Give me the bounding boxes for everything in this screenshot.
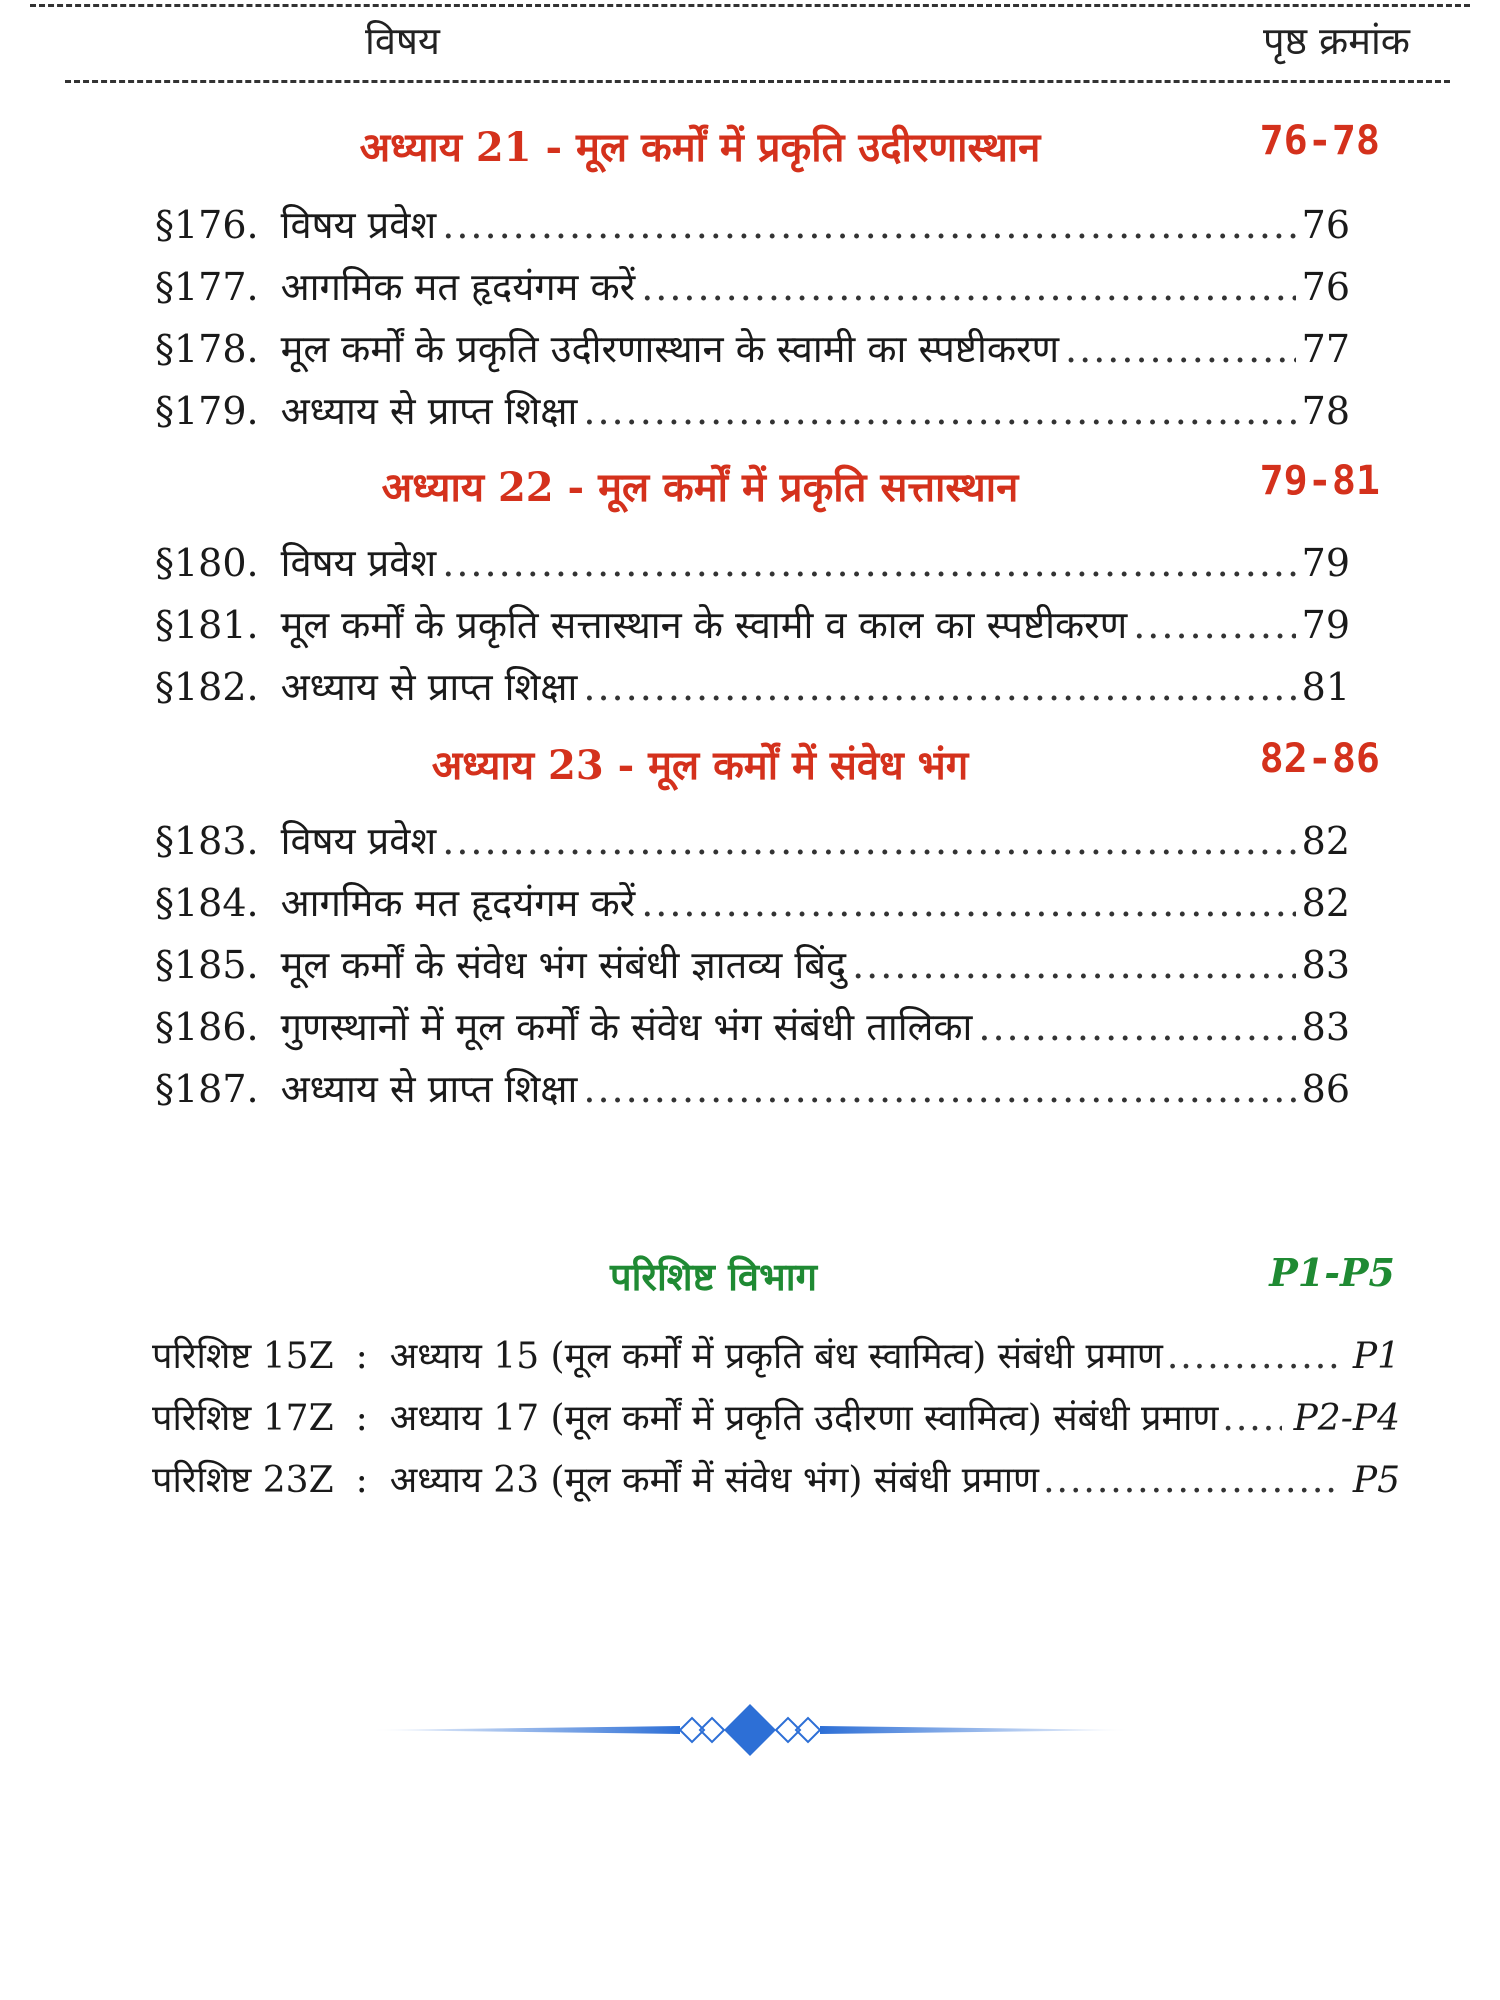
appendix-separator: :: [355, 1336, 368, 1377]
section-number: §184.: [155, 881, 259, 925]
section-title: मूल कर्मों के प्रकृति उदीरणास्थान के स्वामी का स्पष्टीकरण: [280, 327, 1060, 371]
section-number: §183.: [155, 819, 259, 863]
appendix-text: अध्याय 15 (मूल कर्मों में प्रकृति बंध स्वामित्व) संबंधी प्रमाण: [389, 1336, 1163, 1377]
page-number: 83: [1301, 1005, 1350, 1049]
appendix-entry[interactable]: [152, 1392, 1400, 1448]
page-number: 77: [1301, 327, 1350, 371]
section-title: अध्याय से प्राप्त शिक्षा: [280, 1067, 578, 1111]
toc-entry[interactable]: [155, 598, 1350, 654]
toc-entry[interactable]: [155, 814, 1350, 870]
section-number: §178.: [155, 327, 259, 371]
chapter-heading: [150, 118, 1380, 178]
appendix-text: अध्याय 17 (मूल कर्मों में प्रकृति उदीरणा स्वामित्व) संबंधी प्रमाण: [389, 1398, 1219, 1439]
toc-entry[interactable]: [155, 660, 1350, 716]
section-number: §176.: [155, 203, 259, 247]
chapter-heading: [150, 736, 1380, 796]
appendix-separator: :: [355, 1460, 368, 1501]
page-number: 81: [1301, 665, 1350, 709]
page-number: 86: [1301, 1067, 1350, 1111]
section-title: अध्याय से प्राप्त शिक्षा: [280, 665, 578, 709]
appendix-label: परिशिष्ट 23Z: [152, 1460, 334, 1501]
page-column-heading: पृष्ठ क्रमांक: [1263, 19, 1410, 63]
section-number: §187.: [155, 1067, 259, 1111]
chapter-title: अध्याय 22 - मूल कर्मों में प्रकृति सत्तास्थान: [381, 464, 1019, 511]
toc-entry[interactable]: [155, 938, 1350, 994]
appendix-page-range: P1-P5: [1269, 1250, 1395, 1295]
chapter-title: अध्याय 23 - मूल कर्मों में संवेध भंग: [431, 742, 969, 789]
toc-entry[interactable]: [155, 1000, 1350, 1056]
dot-leader: [1065, 327, 1296, 371]
dot-leader: [1167, 1336, 1341, 1377]
dot-leader: [442, 819, 1295, 863]
toc-entry[interactable]: [155, 198, 1350, 254]
section-number: §177.: [155, 265, 259, 309]
dot-leader: [641, 265, 1295, 309]
diamond-divider-icon: [370, 1700, 1130, 1760]
appendix-heading: [150, 1250, 1395, 1310]
section-title: विषय प्रवेश: [280, 819, 437, 863]
dot-leader: [583, 665, 1295, 709]
section-number: §181.: [155, 603, 259, 647]
header-dashed-rule: [65, 80, 1450, 83]
dot-leader: [1133, 603, 1295, 647]
section-title: गुणस्थानों में मूल कर्मों के संवेध भंग संबंधी तालिका: [280, 1005, 973, 1049]
section-number: §185.: [155, 943, 259, 987]
center-diamond: [724, 1704, 776, 1756]
chapter-page-range: 79-81: [1259, 458, 1380, 504]
appendix-entry[interactable]: [152, 1454, 1400, 1510]
dot-leader: [1043, 1460, 1341, 1501]
toc-entry[interactable]: [155, 876, 1350, 932]
toc-entry[interactable]: [155, 536, 1350, 592]
section-number: §180.: [155, 541, 259, 585]
right-taper: [820, 1726, 1130, 1734]
page-number: 76: [1301, 203, 1350, 247]
section-title: मूल कर्मों के संवेध भंग संबंधी ज्ञातव्य बिंदु: [280, 943, 847, 987]
page-number: 76: [1301, 265, 1350, 309]
chapter-title: अध्याय 21 - मूल कर्मों में प्रकृति उदीरणास्थान: [359, 124, 1041, 171]
dot-leader: [442, 203, 1295, 247]
dot-leader: [583, 389, 1295, 433]
page-number: 83: [1301, 943, 1350, 987]
appendix-title: परिशिष्ट विभाग: [610, 1254, 817, 1299]
top-dashed-rule: [30, 4, 1470, 7]
subject-column-heading: विषय: [365, 19, 440, 63]
toc-entry[interactable]: [155, 384, 1350, 440]
section-number: §179.: [155, 389, 259, 433]
section-title: मूल कर्मों के प्रकृति सत्तास्थान के स्वामी व काल का स्पष्टीकरण: [280, 603, 1128, 647]
section-number: §186.: [155, 1005, 259, 1049]
appendix-entry[interactable]: [152, 1330, 1400, 1386]
dot-leader: [978, 1005, 1295, 1049]
section-number: §182.: [155, 665, 259, 709]
section-title: विषय प्रवेश: [280, 203, 437, 247]
page-number: P2-P4: [1293, 1398, 1400, 1439]
section-title: आगमिक मत हृदयंगम करें: [280, 881, 636, 925]
dot-leader: [641, 881, 1295, 925]
page-number: 82: [1301, 819, 1350, 863]
page-number: 79: [1301, 603, 1350, 647]
appendix-separator: :: [355, 1398, 368, 1439]
appendix-label: परिशिष्ट 17Z: [152, 1398, 334, 1439]
dot-leader: [442, 541, 1295, 585]
page-number: P1: [1352, 1336, 1400, 1377]
section-title: आगमिक मत हृदयंगम करें: [280, 265, 636, 309]
toc-entry[interactable]: [155, 260, 1350, 316]
chapter-page-range: 76-78: [1259, 118, 1380, 164]
chapter-page-range: 82-86: [1259, 736, 1380, 782]
dot-leader: [1222, 1398, 1281, 1439]
page-number: 79: [1301, 541, 1350, 585]
dot-leader: [583, 1067, 1295, 1111]
appendix-label: परिशिष्ट 15Z: [152, 1336, 334, 1377]
page-number: 82: [1301, 881, 1350, 925]
section-title: विषय प्रवेश: [280, 541, 437, 585]
toc-entry[interactable]: [155, 322, 1350, 378]
chapter-heading: [150, 458, 1380, 518]
page-number: P5: [1352, 1460, 1400, 1501]
page-number: 78: [1301, 389, 1350, 433]
appendix-text: अध्याय 23 (मूल कर्मों में संवेध भंग) संबंधी प्रमाण: [389, 1460, 1040, 1501]
left-taper: [370, 1726, 680, 1734]
dot-leader: [852, 943, 1296, 987]
section-title: अध्याय से प्राप्त शिक्षा: [280, 389, 578, 433]
toc-entry[interactable]: [155, 1062, 1350, 1118]
